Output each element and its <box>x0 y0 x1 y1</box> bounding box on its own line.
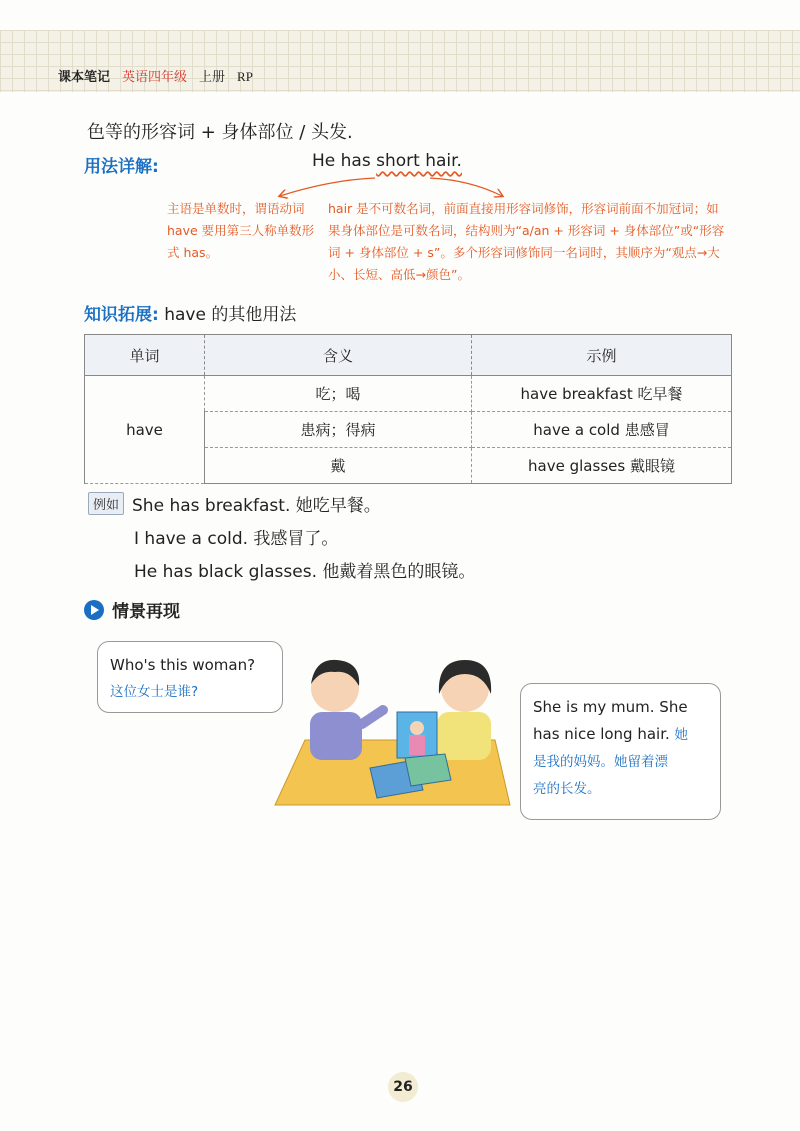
intro-text: 色等的形容词 + 身体部位 / 头发. <box>87 122 353 143</box>
usage-label: 用法详解: <box>84 157 159 177</box>
table-cell-example: have breakfast 吃早餐 <box>472 376 732 412</box>
page-number: 26 <box>388 1072 418 1102</box>
girl-body <box>437 712 491 760</box>
example-text: I have a cold. 我感冒了。 <box>134 529 339 549</box>
table-cell-meaning: 患病；得病 <box>205 412 472 448</box>
bubble-left-cn: 这位女士是谁? <box>110 684 199 700</box>
bubble-right-line <box>533 721 708 749</box>
example-text: She has breakfast. 她吃早餐。 <box>132 496 381 516</box>
extension-label: 知识拓展: <box>84 305 159 325</box>
bubble-right-cn: 她 <box>674 727 689 743</box>
example-item <box>88 520 475 553</box>
boy-arm <box>362 710 383 724</box>
table-cell-word: have <box>85 376 205 484</box>
bubble-left-en: Who's this woman? <box>110 656 256 674</box>
scene-heading <box>84 597 180 622</box>
example-item <box>88 487 475 520</box>
header-publisher: RP <box>237 69 253 84</box>
example-item <box>88 553 475 586</box>
bubble-right-en: She is my mum. She <box>533 698 688 716</box>
play-icon <box>84 600 104 620</box>
photo-body <box>409 735 425 755</box>
table-cell-meaning: 吃；喝 <box>205 376 472 412</box>
photo-face <box>410 721 424 735</box>
table-cell-example: have glasses 戴眼镜 <box>472 448 732 484</box>
note-left: 主语是单数时，谓语动词 have 要用第三人称单数形式 has。 <box>167 201 315 260</box>
header-grade: 英语四年级 <box>122 70 188 85</box>
table-row <box>85 376 732 412</box>
arrow-left <box>280 178 375 196</box>
scene-title: 情景再现 <box>112 602 180 622</box>
have-usage-table <box>84 334 732 484</box>
table-cell-meaning: 戴 <box>205 448 472 484</box>
note-right: hair 是不可数名词，前面直接用形容词修饰，形容词前面不加冠词；如果身体部位是可数名词，结构则为“a/an + 形容词 + 身体部位”或“形容词 + 身体部位 + s”。多个形容词修饰同一名词时，其顺序为“观点→大小、长短、高低→颜色”。 <box>328 201 725 282</box>
extension-title: have 的其他用法 <box>164 305 297 325</box>
usage-sentence-pre: He has <box>312 151 377 171</box>
arrow-right <box>430 178 502 196</box>
usage-sentence <box>312 151 462 171</box>
speech-bubble-left <box>97 641 283 713</box>
table-cell-example: have a cold 患感冒 <box>472 412 732 448</box>
header-title: 课本笔记 <box>58 70 111 85</box>
bubble-right-line: 是我的妈妈。她留着漂 <box>533 754 668 770</box>
speech-bubble-right <box>520 683 721 820</box>
table-header-word: 单词 <box>85 335 205 376</box>
extension-heading <box>84 300 296 325</box>
example-tag: 例如 <box>88 492 124 515</box>
bubble-right-en: has nice long hair. <box>533 725 675 743</box>
usage-sentence-underlined: short hair. <box>376 151 462 171</box>
page-header <box>58 66 253 85</box>
examples-block <box>88 487 475 586</box>
table-header-example: 示例 <box>472 335 732 376</box>
boy-body <box>310 712 362 760</box>
header-volume: 上册 <box>199 70 226 85</box>
table-header-meaning: 含义 <box>205 335 472 376</box>
bubble-right-line <box>533 694 708 721</box>
scene-illustration <box>265 640 515 810</box>
table-photo <box>405 754 451 786</box>
bubble-right-line: 亮的长发。 <box>533 781 601 797</box>
example-text: He has black glasses. 他戴着黑色的眼镜。 <box>134 562 476 582</box>
